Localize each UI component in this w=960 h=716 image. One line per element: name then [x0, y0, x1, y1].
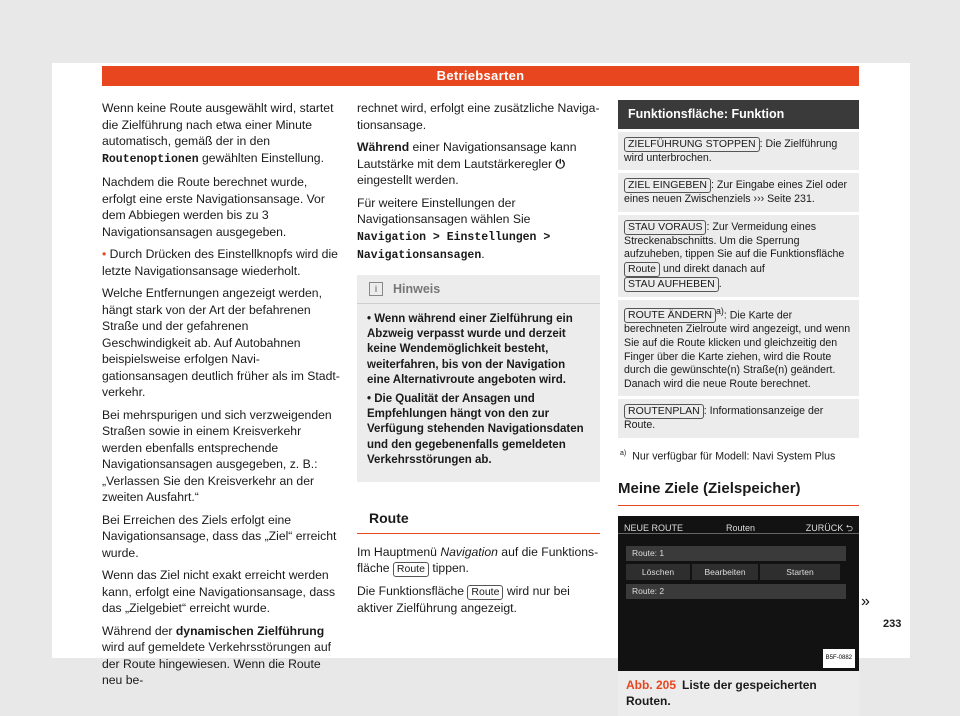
note-body — [357, 304, 600, 468]
info-icon: i — [369, 282, 383, 296]
paragraph: Wenn das Ziel nicht exakt erreicht werden kann, erfolgt eine Navigationsansage, dass das „Zielgebiet“ erreicht wurde. — [102, 568, 336, 615]
note-item: • Die Qualität der Ansagen und Empfehlungen hängt von den zur Verfügung stehenden Navigationsdaten und den gegebenenfalls gemeldeten Verkehrsstörungen ab. — [367, 393, 584, 466]
footnote-text: Nur verfügbar für Modell: Navi System Plus — [632, 450, 836, 463]
table-row — [618, 170, 859, 212]
column-3 — [618, 100, 859, 716]
paragraph — [357, 139, 600, 189]
paragraph — [357, 544, 600, 578]
text-bold: dynamischen Zielführung — [175, 623, 325, 638]
continue-arrow-icon: » — [861, 593, 870, 610]
text: gewählten Einstellung. — [198, 150, 324, 165]
paragraph: Bei Erreichen des Ziels erfolgt eine Navigationsansage, dass das „Ziel“ erreicht wurde. — [102, 512, 337, 560]
screen-title: Routen — [726, 522, 756, 533]
table-row — [618, 297, 859, 397]
new-route-button: NEUE ROUTE — [624, 522, 684, 533]
paragraph: Welche Entfernungen angezeigt werden, hängt stark von der Art der befahrenen Straße und der gefahrenen Geschwindigkeit ab. Auf Autobahnen beispielsweise erfolgen Navigationsansagen deutlich früher als im Stadtverkehr. — [102, 286, 340, 399]
row-text: : Zur Eingabe eines Ziel oder eines neuen Zwischenziels ››› Seite 231. — [624, 179, 847, 206]
text: tippen. — [428, 561, 469, 576]
button-label: ZIEL EINGEBEN — [624, 178, 711, 193]
text: auf die Funktionsfläche — [357, 544, 599, 576]
text-bold: Während — [357, 140, 410, 154]
row-text: : Die Karte der berechneten Zielroute wird angezeigt, und wenn Sie auf die Route klicken und gleichzeitig den Finger über die Karte ziehen, wird die Route durch die gewünschte(n) Straße(n) geändert. Danach wird die neue Route berechnet. — [624, 309, 851, 390]
table-row — [618, 129, 859, 171]
button-label: Route — [624, 262, 660, 277]
divider — [618, 533, 859, 534]
paragraph — [357, 583, 600, 617]
note-title: Hinweis — [393, 281, 441, 296]
menu-path: Navigation > Einstellungen > Navigationsansagen — [357, 230, 551, 262]
text: Durch Drücken des Einstellknopfs wird die letzte Navigationsansage wiederholt. — [102, 247, 338, 278]
footnote — [618, 446, 859, 465]
note-box — [357, 275, 600, 483]
power-icon: ⏻ — [555, 156, 566, 171]
route-entry: Route: 2 — [626, 584, 846, 599]
menu-path: Routenoptionen — [102, 152, 199, 166]
row-text: : Zur Vermeidung eines Streckenabschnitts. Um die Sperrung aufzuheben, tippen Sie auf die Funktionsfläche — [624, 220, 845, 261]
paragraph — [102, 623, 340, 689]
column-2 — [357, 100, 600, 623]
button-label: STAU AUFHEBEN — [624, 277, 719, 292]
text: Während der — [102, 623, 176, 638]
figure — [618, 516, 859, 716]
paragraph — [102, 246, 340, 279]
route-button-label: Route — [393, 562, 429, 577]
paragraph: Bei mehrspurigen und sich verzweigenden Straßen sowie in einem Kreisverkehr werden ebenfalls entsprechende Navigationsansagen ausgegeben, z. B.: „Verlassen Sie den Kreisverkehr an der zweiten Ausfahrt.“ — [102, 407, 332, 504]
figure-number: Abb. 205 — [626, 677, 677, 692]
row-text: : Informationsanzeige der Route. — [624, 405, 824, 432]
footnote-mark: a) — [620, 449, 627, 457]
edit-button: Bearbeiten — [692, 564, 758, 580]
text: eingestellt werden. — [357, 173, 459, 187]
text: wird auf gemeldete Verkehrsstörungen auf der Route hingewiesen. Wenn die Route neu be- — [102, 640, 331, 687]
note-item: • Wenn während einer Zielführung ein Abzweig verpasst wurde und derzeit keine Wendemöglichkeit besteht, weiterfahren, bis von der Navigation eine Alternativroute angeboten wird. — [367, 313, 573, 386]
figure-code: B5F-0882 — [823, 649, 855, 668]
text: wird nur bei aktiver Zielführung angezeigt. — [357, 584, 570, 616]
section-title-meine-ziele: Meine Ziele (Zielspeicher) — [618, 481, 859, 506]
text: Für weitere Einstellungen der Navigationsansagen wählen Sie — [357, 195, 531, 226]
button-label: ZIELFÜHRUNG STOPPEN — [624, 137, 760, 152]
row-text: . — [718, 277, 722, 290]
text: Im Hauptmenü — [357, 544, 441, 559]
route-button-label: Route — [467, 585, 503, 600]
row-text: und direkt danach auf — [660, 262, 765, 275]
text-italic: Navigation — [440, 544, 498, 559]
button-label: ROUTE ÄNDERN — [624, 308, 716, 323]
table-header: Funktionsfläche: Funktion — [618, 100, 859, 129]
column-1 — [102, 100, 340, 695]
start-button: Starten — [760, 564, 840, 580]
table-row — [618, 396, 859, 438]
infotainment-screen — [618, 516, 859, 671]
footnote-ref: a) — [716, 305, 724, 316]
caption-text: Liste der gespeicherten Routen. — [626, 677, 817, 708]
text: Die Funktionsfläche — [357, 584, 468, 599]
chapter-header: Betriebsarten — [102, 66, 859, 86]
text: einer Navigationsansage kann Lautstärke mit dem Lautstärkeregler — [357, 140, 577, 171]
text: Wenn keine Route ausgewählt wird, startet die Zielführung nach etwa einer Minute automatisch, gemäß der in den — [102, 101, 334, 148]
bullet-icon: • — [102, 247, 107, 261]
text: . — [481, 247, 485, 261]
row-text: : Die Zielführung wird unterbrochen. — [624, 137, 838, 164]
figure-caption — [618, 671, 859, 716]
delete-button: Löschen — [626, 564, 690, 580]
page-number: 233 — [883, 618, 902, 630]
section-title-route: Route — [357, 506, 600, 534]
paragraph — [357, 195, 600, 265]
back-button: ZURÜCK ⮌ — [805, 522, 853, 533]
paragraph — [102, 100, 340, 168]
screen-top-bar — [618, 516, 859, 534]
table-row — [618, 212, 859, 297]
button-label: ROUTENPLAN — [624, 404, 704, 419]
note-header — [357, 275, 600, 305]
paragraph: Nachdem die Route berechnet wurde, erfolgt eine erste Navigationsansage. Vor dem Abbiegen werden bis zu 3 Navigationsansagen ausgegeben. — [102, 175, 325, 239]
paragraph: rechnet wird, erfolgt eine zusätzliche Navigationsansage. — [357, 101, 600, 132]
route-entry: Route: 1 — [626, 546, 846, 561]
button-label: STAU VORAUS — [624, 220, 706, 235]
